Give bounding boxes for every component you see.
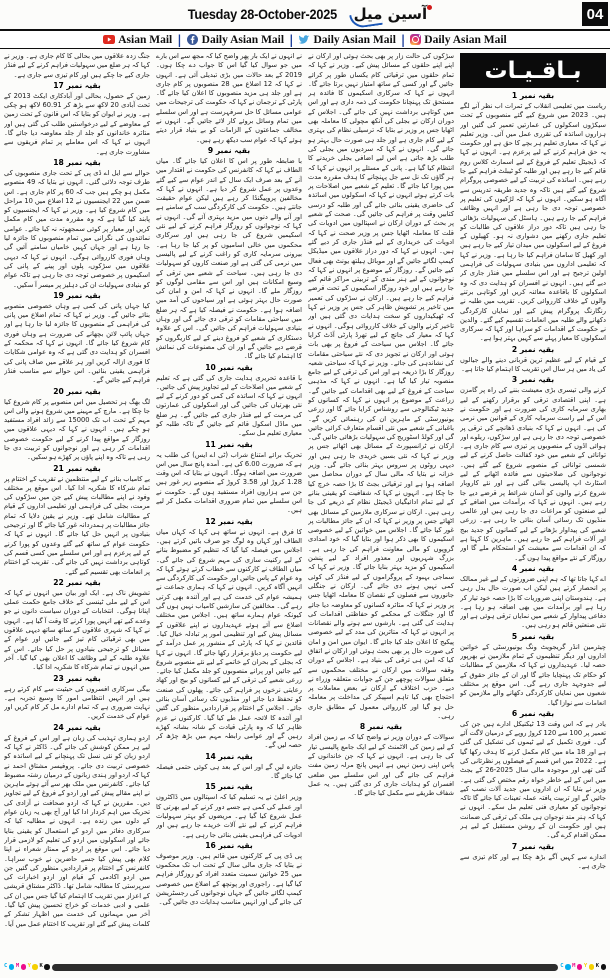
article-text: یے کامیاب بنانے کے لیے منتظمین نے تقریب کے اختتام پر تمام شرکاء کا شکریہ ادا کیا۔ اس موقع پر مختلف وفود نے اپنے مطالبات پیش کیے جن میں سڑکوں کی مرمت، بجلی کی فراہمی اور تعلیمی اداروں کے قیام کے مطالبات شامل تھے۔ وزیر نے یقین دلایا کہ تمام جائز مطالبات پر ہمدردانہ غور کیا جائے گا اور ترجیحی بنیادوں پر انہیں حل کیا جائے گا۔ انہوں نے کہا کہ حکومت عوام کے ساتھ کیے گئے وعدوں کو پورا کرنے کے لیے پرعزم ہے اور اس سلسلے میں کسی قسم کی کوتاہی برداشت نہیں کی جائے گی۔ تقریب کے اختتام پر انعامات بھی تقسیم کیے گئے۔ — [4, 474, 150, 576]
page-header — [0, 0, 610, 31]
social-item-youtube — [103, 34, 172, 46]
article-text: ریاست میں تعلیمی انقلاب کے ثمرات اب نظر آنے لگے ہیں۔ 2023 میں شروع کیے گئے منصوبوں کے تحت سیکڑوں اسکولوں کی عمارتیں تعمیر کی گئیں اور ہزاروں اساتذہ کی تقرری عمل میں آئی۔ وزیر تعلیم نے کہا کہ معیاری تعلیم ہر بچے کا حق ہے اور حکومت یہ حق فراہم کرنے کے لیے پرعزم ہے۔ انہوں نے کہا کہ ڈیجیٹل تعلیم کے فروغ کے لیے اسمارٹ کلاس روم قائم کیے جا رہے ہیں اور طلبہ کو ٹیبلٹ فراہم کیے جا رہے ہیں۔ اساتذہ کی تربیت کے لیے خصوصی پروگرام شروع کیے گئے ہیں تاکہ وہ جدید طریقہ تدریس سے آگاہ ہو سکیں۔ انہوں نے کہا کہ لڑکیوں کی تعلیم پر خصوصی توجہ دی جا رہی ہے اور انہیں وظائف فراہم کیے جا رہے ہیں۔ ہاسٹل کی سہولیات بڑھائی جا رہی ہیں تاکہ دور دراز علاقوں کی طالبات کو تعلیم جاری رکھنے میں دشواری نہ ہو۔ کھیلوں کے فروغ کے لیے اسکولوں میں میدان تیار کیے جا رہے ہیں اور کھیل کا سامان فراہم کیا جا رہا ہے۔ وزیر نے کہا کہ تعلیمی اداروں میں بنیادی سہولیات کی فراہمی اولین ترجیح ہے اور اس سلسلے میں فنڈز جاری کر دیے گئے ہیں۔ انہوں نے افسران کو ہدایت دی کہ وہ اسکولوں کا باقاعدہ معائنہ کریں اور کوتاہی برتنے والوں کے خلاف کارروائی کریں۔ تقریب میں طلبہ نے رنگارنگ پروگرام پیش کیے اور نمایاں کارکردگی دکھانے والے طلبہ میں انعامات تقسیم کیے گئے۔ والدین نے حکومت کے اقدامات کو سراہا اور کہا کہ سرکاری اسکولوں کا معیار پہلے سے کہیں بہتر ہوا ہے۔ — [460, 102, 606, 343]
print-mark-dot — [32, 964, 38, 970]
cmyk-marks-right — [560, 964, 606, 970]
continuation-marker: بقیہ نمبر 6 — [511, 708, 555, 718]
continuation-marker: بقیہ نمبر 2 — [511, 344, 555, 354]
article-text: اردو ہماری تہذیب کی زبان ہے اور اس کے فروغ کے لیے ہر ممکن کوشش کی جائے گی۔ ڈاکٹر نے کہا کہ اردو زبان کو نئی نسل تک پہنچانے کے لیے اساتذہ کو خصوصی تربیت دی جائے۔ پروفیسر مشتاق احمد نے کہا کہ اردو اور ہندی زبانوں کے درمیان رشتہ مضبوط کیا جائے۔ کانفرنس میں ملک بھر سے آئے ہوئے ماہرین نے اپنے مقالے پیش کیے اور اردو کے فروغ کے لیے تجاویز دیں۔ مقررین نے کہا کہ اردو صحافت نے آزادی کی تحریک میں اہم کردار ادا کیا اور آج بھی یہ زبان عوام کے دلوں میں زندہ ہے۔ انہوں نے مطالبہ کیا کہ سرکاری دفاتر میں اردو کے استعمال کو یقینی بنایا جائے اور اسکولوں میں اردو کی تعلیم کو لازمی قرار دیا جائے۔ اس موقع پر اردو کے ممتاز شعراء نے اپنا کلام بھی پیش کیا جسے حاضرین نے خوب سراہا۔ کانفرنس کے اختتام پر قراردادیں منظور کی گئیں جن میں اردو اکادمی کے قیام اور اردو اخبارات کی سرپرستی کا مطالبہ شامل تھا۔ ڈاکٹر مشتاق قریشی کے اعزاز میں تقریب کا اہتمام کیا گیا جس میں ان کی علمی و ادبی خدمات کو خراج تحسین پیش کیا گیا۔ آخر میں مہمانوں کی خدمت میں اظہار تشکر کے کلمات پیش کیے گئے اور تقریب کا اختتام عمل میں آیا۔ — [4, 733, 150, 928]
article-text: کیا جہاں پانی کی کمی ہے وہاں خصوصی منصوبے بنائے جائیں گے۔ وزیر نے کہا کہ تمام اضلاع میں پانی کی فراہمی کے منصوبوں کا جائزہ لیا جا رہا ہے اور جہاں پائپ لائن بچھانے کی ضرورت ہے وہاں فوری کام شروع کیا جائے گا۔ انہوں نے کہا کہ محکمہ کے افسران کو ہدایت دی گئی ہے کہ وہ عوامی شکایات کا فوری ازالہ کریں اور ہر علاقے میں صاف پانی کی فراہمی یقینی بنائیں۔ اس حوالے سے مناسب فنڈز فراہم کیے جائیں گے۔ — [4, 301, 150, 385]
continuation-marker: بقیہ نمبر 14 — [205, 751, 253, 761]
print-mark-dot — [565, 964, 571, 970]
article-text: تشویش ناک ہے۔ ایک اور بیان میں انہوں نے کہا کہ اس کے لیے ملی ٹینسی کے خلاف جامع حکمت عملی اپنانا ہوگی۔ انتخابات کے دوران سیاست دانوں نے جو وعدے کیے تھے انہیں پورا کرنے کا وقت آ گیا ہے۔ انہوں نے کہا کہ شہری علاقوں کے ساتھ ساتھ دیہی علاقوں میں بھی ترقیاتی کام تیز کیے جائیں اور عوام کے مسائل کو ترجیحی بنیادوں پر حل کیا جائے۔ اس کے علاوہ طلبہ کے لیے وظائف کا اعلان بھی کیا گیا۔ آخر میں انہوں نے تمام شرکاء کا شکریہ ادا کیا۔ — [4, 588, 150, 672]
print-mark-letter: M — [15, 963, 20, 970]
social-label: Daily Asian Mail — [201, 33, 285, 46]
newspaper-logo — [354, 3, 428, 27]
print-mark-letter: C — [4, 963, 8, 970]
social-item-facebook — [187, 34, 284, 46]
registration-bar — [52, 964, 559, 971]
print-mark-letter: Y — [583, 963, 588, 970]
continuation-marker: بقیہ نمبر 12 — [205, 516, 253, 526]
article-columns — [0, 49, 610, 955]
continuation-marker: بقیہ نمبر 11 — [205, 439, 253, 449]
text-column-2 — [156, 52, 302, 955]
article-text: حوالے سے ایل اے ڈی پی کے تحت جاری منصوبوں کی طرف توجہ دلائی گئی۔ انہوں نے بتایا کہ 49 منصوبے مکمل ہو چکے ہیں جب کہ 60 پر کام جاری ہے۔ اس ضمن میں 22 ایجنسیوں نے 12 اضلاع میں 10 مراحل میں کام شروع کیا ہے۔ وزیر نے کہا کہ ایجنسیوں کو پابند کیا گیا ہے کہ وہ مقررہ مدت میں کام مکمل کریں اور معیار پر کوئی سمجھوتہ نہ کیا جائے۔ عوامی نمائندوں کی نگرانی میں تمام منصوبوں کا جائزہ لیا جا رہا ہے اور جہاں کہیں خامیاں سامنے آئیں گی وہاں فوری کارروائی ہوگی۔ انہوں نے کہا کہ دیہی علاقوں میں سڑکوں، پلوں اور پینے کے پانی کی اسکیموں پر خصوصی توجہ دی جا رہی ہے تاکہ عوام کو بنیادی سہولیات ان کی دہلیز پر میسر آ سکیں۔ — [4, 168, 150, 289]
continuation-marker: بقیہ نمبر 19 — [53, 290, 101, 300]
article-text: زمین کے حصول، بحالی اور آبادکاری ایکٹ 2013 کے تحت آبادی 20 لاکھ سے بڑھ کر 60.91 لاکھ ہو چکی ہے۔ وزیر نے ایوان کو بتایا کہ اس قانون کے تحت زمین کے معاوضے کے لیے درخواستیں طلب کی گئی ہیں اور متاثرہ خاندانوں کو جلد از جلد معاوضہ دیا جائے گا۔ انہوں نے کہا کہ اس معاملے پر تمام فریقوں سے مشاورت جاری ہے۔ — [4, 91, 150, 156]
continuation-marker: بقیہ نمبر 22 — [53, 577, 101, 587]
article-text: نے انہوں نے ایک بار پھر واضح کیا کہ مجھ سے اس بارے میں جو سوال کیا گیا اس کا جواب دے چکا ہوں۔ 2019 کے بعد حالات میں بڑی تبدیلی آئی ہے۔ انہوں نے کہا کہ 12 اضلاع میں 28 منصوبوں پر کام جاری ہے اور جلد ہی مزید منصوبوں کا اعلان کیا جائے گا۔ پارٹی کے ترجمان نے کہا کہ حکومت کی ترجیحات میں عوامی مسائل کا حل سرفہرست ہے اور اس سلسلے میں تمام وسائل بروئے کار لائے جائیں گے۔ انہوں نے مخالف جماعتوں کے الزامات کو بے بنیاد قرار دیتے ہوئے کہا کہ عوام سب دیکھ رہے ہیں۔ — [156, 52, 302, 144]
print-registration-strip — [4, 961, 606, 973]
logo-text: آسین میل — [353, 5, 428, 23]
continuation-marker: بقیہ نمبر 5 — [511, 631, 555, 641]
article-text: کا فرق ہے۔ انہوں نے ساتھ ہی کہا کہ کہاں میاں الطاف اور کہاں وہ لوگ جو صرف باتیں کرتے ہیں۔ اجلاس میں فیصلہ کیا گیا کہ تنظیم کو مضبوط بنانے کے لیے رکنیت سازی کی مہم شروع کی جائے گی۔ میاں الطاف نے کارکنوں سے خطاب کرتے ہوئے کہا کہ وہ عوام کے پاس جائیں اور حکومت کی کارکردگی سے انہیں آگاہ کریں۔ انہوں نے کہا کہ ہماری جماعت نے ہمیشہ عوام کی خدمت کی ہے اور آئندہ بھی کرتی رہے گی۔ مخالفین کی سازشیں کامیاب نہیں ہوں گی کیونکہ عوام ہمارے ساتھ ہیں۔ اجلاس میں مختلف اضلاع سے آئے ہوئے عہدیداروں نے اپنے علاقوں کے مسائل پیش کیے اور تنظیمی امور پر تبادلہ خیال کیا۔ قائدین نے کہا کہ پارٹی کے منشور پر عمل درآمد کے لیے حکومت پر دباؤ برقرار رکھا جائے گا۔ انہوں نے کہا کہ بجلی کے بحران کے خاتمے کے لیے نئے منصوبے شروع کیے جائیں اور پرانے منصوبوں کو جلد مکمل کیا جائے۔ زرعی شعبے کی ترقی کے لیے کسانوں کو بیج اور کھاد رعایتی نرخوں پر فراہم کی جائے۔ پھلوں کی صنعت کو تحفظ دیا جائے اور منڈیوں تک رسائی آسان بنائی جائے۔ اجلاس کے اختتام پر قراردادیں منظور کی گئیں اور آئندہ کا لائحہ عمل طے کیا گیا۔ کارکنوں نے عزم ظاہر کیا کہ وہ پارٹی قیادت کے شانہ بشانہ کھڑے رہیں گے اور عوامی رابطہ مہم میں بڑھ چڑھ کر حصہ لیں گے۔ — [156, 527, 302, 750]
continuation-marker: بقیہ نمبر 21 — [53, 463, 101, 473]
twitter-icon — [298, 34, 310, 46]
print-mark-dot — [9, 964, 15, 970]
continuation-marker: بقیہ نمبر 9 — [207, 145, 251, 155]
article-text: اے کہا جاتا تھا کہ ہم اپنی ضرورتوں کے لیے غیر ممالک پر انحصار کرتے ہیں لیکن اب صورت حال بدل رہی ہے۔ ہندوستان اپنی ضروریات کا بڑا حصہ خود تیار کر رہا ہے اور برآمدات میں بھی اضافہ ہو رہا ہے۔ دفاعی پیداوار کے شعبے میں نمایاں ترقی ہوئی ہے اور نئی صنعتیں قائم ہو رہی ہیں۔ — [460, 574, 606, 630]
print-mark-letter: C — [560, 963, 564, 970]
continuation-marker: بقیہ نمبر 15 — [205, 782, 253, 792]
section-title-baqiyat: بـاقـیـات — [460, 53, 606, 88]
social-label: Asian Mail — [118, 33, 173, 46]
print-mark-letter: Y — [27, 963, 31, 970]
continuation-marker: بقیہ نمبر 17 — [53, 80, 101, 90]
article-text: تحریک برائے امتناع شراب (ٹی اے ایس) کی طلب یہ ہے کہ ضرورت 6.00 کی ہے۔ آمدہ پانچ سال میں اس ضرورت میں اضافہ ہوگا۔ انہوں نے بتایا کہ اس وقت 1.28 کروڑ اور 3.58 کروڑ کے منصوبے زیر غور ہیں جن سے ہزاروں افراد مستفید ہوں گے۔ حکومت نے اس سلسلے میں تمام ضروری اقدامات مکمل کر لیے ہیں۔ — [156, 450, 302, 515]
article-text: با قاعدہ تحریری ہدایت جاری کی گئی ہے کہ تعلیم کے شعبے میں اصلاحات کے لیے تجاویز پیش کی جائیں۔ انہوں نے کہا کہ اساتذہ کی کمی کو دور کرنے کے لیے نئی بھرتیاں کی جائیں گی اور اسکولوں کی عمارتوں کی مرمت کے لیے فنڈز جاری کیے جائیں گے۔ ہر ضلع میں ماڈل اسکول قائم کیے جائیں گے تاکہ طلبہ کو معیاری تعلیم مل سکے۔ — [156, 373, 302, 438]
logo-dot-decoration — [427, 5, 432, 10]
article-text: چیئرمین انڈر گریجویٹ ونگ یونیورسٹی کے خواتین اداروں اور دیگر تنظیموں کے تمام ملازمین نے بھرپور حصہ لیا۔ عہدیداروں نے کہا کہ ملازمین کے مطالبات کو حکام تک پہنچایا جائے گا اور ان کے جائز حقوق کے لیے جدوجہد جاری رہے گی۔ اس موقع پر مختلف شعبوں میں نمایاں کارکردگی دکھانے والے ملازمین کو انعامات سے نوازا گیا۔ — [460, 642, 606, 707]
social-bar — [0, 31, 610, 49]
article-text: بیگی سرکاری افسروں کی حیثیت سے کام کرتے رہے ہیں اور انہیں انتظامی امور کا وسیع تجربہ ہے۔ نہایت ضروری ہے کہ تمام ادارے مل کر کام کریں اور عوام کی خدمت کریں۔ — [4, 684, 150, 721]
social-item-twitter — [298, 34, 395, 46]
continuation-marker: بقیہ نمبر 23 — [53, 673, 101, 683]
article-text: پی ڈی پی کے کارکنوں میں قائم ہیں۔ وزیر موصوف نے بتایا کہ جاری مالی سال کے تحت اب تک محکموں میں 25 خواتین سمیت متعدد افراد کو روزگار فراہم کیا گیا ہے۔ راجوری اور پونچھ کے اضلاع میں خصوصی کیمپ لگائے جائیں گے جہاں نوجوانوں کی رجسٹریشن کی جائے گی اور انہیں مناسب ہدایات دی جائیں گی۔ — [156, 851, 302, 907]
print-mark-dot — [601, 964, 607, 970]
article-text: کرنے والی تیسری بڑی معیشت بننے کی راہ پر گامزن ہے۔ اپنی اقتصادی ترقی کو برقرار رکھنے کے لیے بھاری سرمایہ کاری کی ضرورت ہے اور حکومت نے اس کے لیے راست سرمایہ کاری کے قوانین میں نرمی کی ہے۔ انہوں نے کہا کہ بنیادی ڈھانچے کی ترقی پر خصوصی توجہ دی جا رہی ہے اور سڑکوں، ریلوے اور ہوائی اڈوں کے منصوبوں پر تیزی سے کام جاری ہے۔ توانائی کے شعبے میں خود کفالت حاصل کرنے کے لیے شمسی توانائی کے منصوبے شروع کیے گئے ہیں۔ نوجوانوں کی صلاحیتوں سے فائدہ اٹھانے کے لیے اسٹارٹ اپ پالیسی بنائی گئی ہے اور نئے کاروبار شروع کرنے والوں کو آسان شرائط پر قرضے دیے جا رہے ہیں۔ انہوں نے کہا کہ برآمدات میں اضافے کے لیے صنعتوں کو مراعات دی جا رہی ہیں اور عالمی منڈیوں تک رسائی آسان بنائی جا رہی ہے۔ زرعی شعبے کی پیداوار بڑھانے کے لیے کسانوں کو جدید بیج اور آلات فراہم کیے جا رہے ہیں۔ ماہرین کا کہنا ہے کہ ان اقدامات سے معیشت کو استحکام ملے گا اور روزگار کے نئے مواقع پیدا ہوں گے۔ — [460, 386, 606, 562]
social-label: Daily Asian Mail — [424, 33, 507, 46]
continuation-marker: بقیہ نمبر 3 — [511, 375, 555, 385]
separator: | — [400, 32, 406, 47]
text-column-1 — [4, 52, 150, 955]
article-text: یادر ہے کہ اس وقت 13 ٹیکنیکل ادارے ہیں جن کی تعمیر پر 100 سے 120 کروڑ روپے کے درمیان لاگت آئے گی۔ فوری تکمیل کے لیے ٹیموں کی تشکیل کی گئی ہے اور 18 ماہ میں کام مکمل کرنے کا ہدف رکھا گیا ہے۔ 2022 میں اس قسم کے فیصلوں پر نظرثانی کی گئی تھی اور موجودہ مالی سال 2025-26 کے بجٹ میں اس کے لیے خاطر خواہ رقم مختص کی گئی ہے۔ وزیر نے بتایا کہ ان اداروں میں جدید آلات نصب کیے جائیں گے اور تربیت یافتہ عملہ تعینات کیا جائے گا تاکہ نوجوانوں کو معیاری فنی تعلیم مل سکے۔ انہوں نے کہا کہ ہنر مند نوجوان ہی ملک کی ترقی کی ضمانت ہیں اور حکومت ان کے روشن مستقبل کے لیے ہر ممکن اقدام کرے گی۔ — [460, 719, 606, 840]
youtube-icon — [103, 34, 115, 46]
print-mark-letter: K — [595, 963, 599, 970]
continuation-marker: بقیہ نمبر 8 — [359, 722, 403, 732]
instagram-icon — [410, 34, 421, 45]
article-text: جنگ زدہ علاقوں میں بحالی کا کام جاری ہے۔ وزیر نے کہا کہ ہر ضلع میں سہولیات فراہم کرنے کے لیے فنڈز جاری کیے جا چکے ہیں اور کام تیزی سے جاری ہے۔ — [4, 52, 150, 79]
facebook-icon — [187, 34, 199, 46]
continuation-marker: بقیہ نمبر 1 — [511, 91, 555, 100]
print-mark-letter: M — [572, 963, 576, 970]
article-text: سوالات کے دوران وزیر نے واضح کیا کہ بے زمین افراد کے لیے زمین کی الاٹمنٹ کے لیے ایک جامع پالیسی تیار کی جا رہی ہے۔ انہوں نے کہا کہ جن خاندانوں کے پاس اپنی زمین نہیں ہے انہیں پانچ مرلہ زمین مفت فراہم کی جائے گی اور اس سلسلے میں ضلعی افسران کو ہدایات جاری کر دی گئی ہیں۔ یہ عمل شفاف طریقے سے مکمل کیا جائے گا۔ — [308, 733, 454, 798]
article-text: اندازے سے کہیں آگے بڑھ چکا ہے اور کام تیزی سے جاری ہے۔ — [460, 852, 606, 870]
cmyk-marks-left — [4, 964, 50, 970]
separator: | — [289, 32, 294, 47]
article-text: لگ بھگ ہر تحصیل میں اس منصوبے پر کام شروع کیا جا چکا ہے۔ مارچ کے مہینے میں شروع ہونے والی اس مہم کے تحت اب تک 15000 سے زائد افراد مستفید ہو چکے ہیں۔ انہوں نے کہا کہ دیہی علاقوں میں روزگار کے مواقع پیدا کرنے کے لیے حکومت خصوصی اقدامات کر رہی ہے اور نوجوانوں کو تربیت دی جا رہی ہے تاکہ وہ اپنے پاؤں پر کھڑے ہو سکیں۔ — [4, 397, 150, 462]
text-column-baqiyat — [460, 52, 606, 955]
continuation-marker: بقیہ نمبر 7 — [511, 841, 555, 851]
print-mark-dot — [21, 964, 27, 970]
print-mark-dot — [589, 964, 595, 970]
article-text: کے قیام کے لیے عظیم ترین قربانی دینے والے جیالوں کی یاد میں ہر سال اس تقریب کا اہتمام کیا جاتا ہے۔ — [460, 355, 606, 374]
text-column-3 — [308, 52, 454, 955]
continuation-marker: بقیہ نمبر 24 — [53, 722, 101, 732]
page-number-badge: 04 — [582, 2, 608, 26]
separator: | — [177, 32, 182, 47]
continuation-marker: بقیہ نمبر 16 — [205, 840, 253, 850]
continuation-marker: بقیہ نمبر 20 — [53, 386, 101, 396]
continuation-marker: بقیہ نمبر 4 — [511, 563, 555, 573]
continuation-marker: بقیہ نمبر 18 — [53, 157, 101, 167]
article-text: سڑکوں کی حالت زار پر بھی بحث ہوئی اور ارکان نے اپنے اپنے حلقوں کے مسائل پیش کیے۔ وزیر نے کہا کہ تمام حلقوں میں ترقیاتی کام یکساں طور پر کرائے جائیں گے اور کسی کے ساتھ امتیاز نہیں برتا جائے گا۔ انہوں نے کہا کہ سرکاری اسکیموں کا فائدہ ہر مستحق تک پہنچانا حکومت کی ذمہ داری ہے اور اس میں کوتاہی برداشت نہیں کی جائے گی۔ اجلاس کے دوران ارکان نے بجلی کی آنکھ مچولی کا معاملہ بھی اٹھایا جس پر وزیر نے بتایا کہ ترسیلی نظام کی بہتری کے لیے کام جاری ہے اور جلد ہی صورت حال بہتر ہو جائے گی۔ انہوں نے کہا کہ سردیوں میں بجلی کی طلب بڑھ جاتی ہے اس لیے اضافی بجلی خریدنے کا انتظام کیا گیا ہے۔ پانی کے مسئلے پر انہوں نے کہا کہ ہر گاؤں تک نل سے جل پہنچانے کا ہدف مقررہ مدت میں پورا کیا جائے گا۔ تعلیم کے شعبے میں اصلاحات پر بات کرتے ہوئے انہوں نے کہا کہ اسکولوں میں اساتذہ کی حاضری یقینی بنائی جائے گی اور طلبہ کو درسی کتابیں وقت پر فراہم کی جائیں گی۔ صحت کے شعبے پر بحث کے دوران ارکان نے اسپتالوں میں ادویات کی قلت کا معاملہ اٹھایا جس پر وزیر صحت نے کہا کہ ادویات کی خریداری کے لیے فنڈز جاری کر دیے گئے ہیں۔ انہوں نے کہا کہ دور دراز علاقوں میں میڈیکل کیمپ لگائے جائیں گے اور موبائل ہیلتھ یونٹ بھی فعال کیے جائیں گے۔ روزگار کے موضوع پر انہوں نے کہا کہ نوجوانوں کے لیے ہنر مندی کے تربیتی مراکز قائم کیے جا رہے ہیں اور خود روزگار اسکیموں کے تحت قرضے فراہم کیے جا رہے ہیں۔ ارکان نے سڑکوں کی تعمیر میں تاخیر پر تشویش ظاہر کی جس پر وزیر نے کہا کہ ٹھیکیداروں کو سخت ہدایات دی گئی ہیں اور تاخیر کرنے والوں کے خلاف کارروائی ہوگی۔ انہوں نے کہا کہ معیار کی جانچ کے لیے تھرڈ پارٹی آڈٹ کرایا جائے گا۔ اجلاس میں سیاحت کے فروغ پر بھی بات ہوئی اور ارکان نے تجویز دی کہ نئے سیاحتی مقامات کی نشاندہی کی جائے۔ وزیر نے کہا کہ سیاحتی شعبہ روزگار کا بڑا ذریعہ ہے اور اس کی ترقی کے لیے جامع منصوبہ تیار کیا گیا ہے۔ انہوں نے کہا کہ مذہبی سیاحت کے فروغ کے لیے بھی اقدامات کیے جائیں گے۔ زراعت کے موضوع پر انہوں نے کہا کہ کسانوں کو جدید ٹیکنالوجی سے روشناس کرایا جائے گا اور زرعی یونیورسٹی کے ماہرین ان کی رہنمائی کریں گے۔ باغبانی کے شعبے میں نئی اقسام متعارف کرائی جائیں گی اور کولڈ اسٹوریج کی سہولیات بڑھائی جائیں گی۔ ارکان نے ٹرانسپورٹ کے مسائل بھی اٹھائے جس پر وزیر نے کہا کہ نئی بسیں خریدی جا رہی ہیں اور دیہی روٹوں پر سروس بہتر بنائی جائے گی۔ وزیر خزانہ نے بتایا کہ مالی سال کے دوران محاصل میں اضافہ ہوا ہے اور ترقیاتی بجٹ کا بڑا حصہ خرچ کیا جا چکا ہے۔ انہوں نے کہا کہ شفافیت کو یقینی بنانے کے لیے تمام ادائیگیاں ڈیجیٹل نظام کے ذریعے کی جا رہی ہیں۔ ارکان نے سرکاری ملازمین کے مسائل بھی اٹھائے جس پر وزیر نے کہا کہ ان کے جائز مطالبات پر غور کیا جائے گا۔ اجلاس میں خواتین کے لیے خصوصی اسکیموں کا بھی ذکر ہوا اور بتایا گیا کہ خود امدادی گروپوں کو مالی معاونت فراہم کی جا رہی ہے۔ بزرگ شہریوں اور معذور افراد کے لیے پنشن اسکیموں کو مزید بہتر بنایا جائے گا۔ وزیر نے کہا کہ سماجی بہبود کے پروگراموں کے لیے فنڈز کی کوئی کمی نہیں ہونے دی جائے گی۔ ارکان نے جنگلی جانوروں سے فصلوں کے نقصان کا معاملہ اٹھایا جس پر وزیر نے کہا کہ متاثرہ کسانوں کو معاوضہ دیا جائے گا اور جنگلات کے محکمے کو حفاظتی اقدامات کی ہدایت کی گئی ہے۔ بارشوں سے ہونے والے نقصانات پر انہوں نے کہا کہ متاثرین کی مدد کے لیے خصوصی پیکیج کا اعلان جلد کیا جائے گا۔ ایوان میں امن و امان کی صورت حال پر بھی بحث ہوئی اور ارکان نے اتفاق کیا کہ امن ہی ترقی کی بنیاد ہے۔ اجلاس کے دوران وقفہ سوالات میں ارکان نے مختلف محکموں سے متعلق سوالات پوچھے جن کے جوابات متعلقہ وزراء نے دیے۔ حزب اختلاف کے ارکان نے بعض معاملات پر احتجاج بھی کیا تاہم اسپیکر کی مداخلت پر معاملہ حل ہو گیا اور کارروائی معمول کے مطابق جاری رہی۔ — [308, 52, 454, 721]
social-item-instagram — [410, 34, 506, 46]
article-text: با ضابطہ طور پر اس کا اعلان کیا جائے گا۔ میاں الطاف نے کہا کہ کانفرنس کی حکومت نے اقتدار میں آنے کے بعد صرف ایک سال کے اندر عوام سے کیے گئے وعدوں پر عمل شروع کر دیا ہے۔ انہوں نے کہا کہ مخالفین پروپیگنڈا کر رہے ہیں لیکن عوام حقیقت جانتے ہیں۔ حکومت کی کارکردگی سب کے سامنے ہے اور آنے والے دنوں میں مزید بہتری آئے گی۔ انہوں نے کہا کہ نوجوانوں کو روزگار فراہم کرنے کے لیے نئی اسکیمیں شروع کی جا رہی ہیں اور سرکاری محکموں میں خالی اسامیوں کو پر کیا جا رہا ہے۔ بیرونی سرمایہ کاری کو راغب کرنے کے لیے پالیسی میں نرمی کی گئی ہے اور صنعت کاروں کو سہولیات دی جا رہی ہیں۔ سیاحت کے شعبے میں ترقی کے وسیع امکانات ہیں اور اس سے مقامی لوگوں کو روزگار ملے گا۔ انہوں نے کہا کہ امن و امان کی صورت حال بہتر ہوئی ہے اور سیاحوں کی آمد میں اضافہ ہوا ہے۔ حکومت نے فیصلہ کیا ہے کہ ہر ضلع میں سیاحتی مقامات کو ترقی دی جائے گی اور وہاں بنیادی سہولیات فراہم کی جائیں گی۔ اس کے علاوہ دستکاری کے شعبے کو فروغ دینے کے لیے کاریگروں کو قرضے دیے جائیں گے اور ان کی مصنوعات کی نمائش کا اہتمام کیا جائے گا۔ — [156, 156, 302, 361]
print-mark-dot — [577, 964, 583, 970]
article-text: جائزہ لیں گے اور اس کے بعد ہی کوئی حتمی فیصلہ کیا جائے گا۔ — [156, 762, 302, 781]
article-text: وزیر اعلیٰ نے یہ تسلیم کیا کہ اسپتالوں میں ڈاکٹروں اور عملے کی کمی ہے جسے دور کرنے کے لیے بھرتی کا عمل شروع کیا گیا ہے۔ مریضوں کو بہتر سہولیات فراہم کرنے کے لیے نئے آلات خریدے جا رہے ہیں اور ادویات کی فراہمی یقینی بنائی جا رہی ہے۔ — [156, 793, 302, 839]
date-label: Tuesday 28-October-2025 — [187, 7, 337, 22]
social-label: Daily Asian Mail — [313, 33, 396, 46]
print-mark-letter: K — [39, 963, 43, 970]
continuation-marker: بقیہ نمبر 10 — [205, 362, 253, 372]
print-mark-dot — [44, 964, 50, 970]
